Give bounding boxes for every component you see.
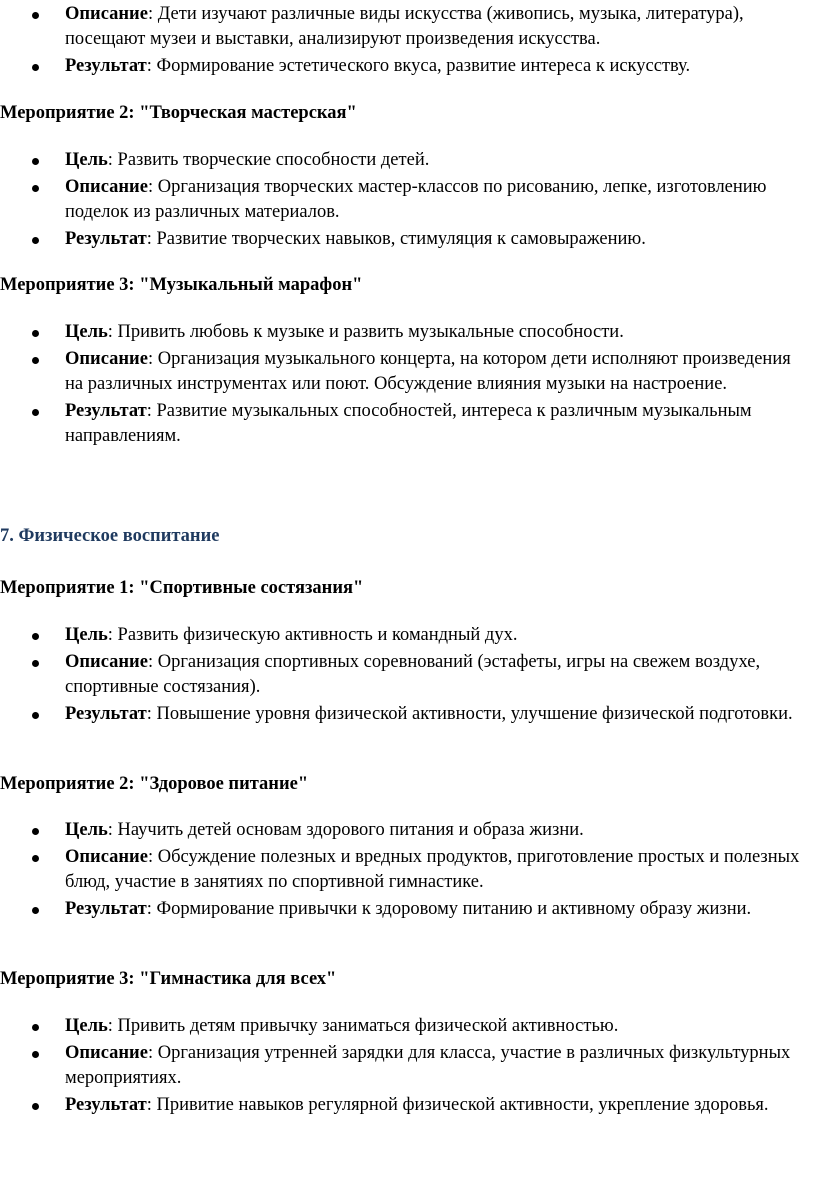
event-heading-block (0, 772, 816, 797)
list-item (0, 702, 816, 727)
event-heading: Мероприятие 1: "Спортивные состязания" (0, 578, 364, 598)
intro-list-block (0, 2, 816, 81)
list-item-term: Результат (65, 56, 147, 76)
list-item-term: Цель (65, 820, 108, 840)
event-list (0, 818, 816, 922)
list-item-term: Описание (65, 177, 148, 197)
event-heading: Мероприятие 3: "Гимнастика для всех" (0, 969, 337, 989)
list-item-text: : Организация музыкального концерта, на котором дети исполняют произведения на различных инструментах или поют. Обсуждение влияния музыки на настроение. (65, 349, 791, 394)
event-list-block (0, 320, 816, 451)
bullet-icon (32, 828, 39, 835)
bullet-icon (32, 1103, 39, 1110)
bullet-icon (32, 1051, 39, 1058)
list-item (0, 148, 816, 173)
list-item-term: Цель (65, 322, 108, 342)
event-heading-block (0, 967, 816, 992)
event-heading-block (0, 576, 816, 601)
event-list-block (0, 148, 816, 254)
list-item (0, 1093, 816, 1118)
list-item-term: Описание (65, 847, 148, 867)
bullet-icon (32, 1024, 39, 1031)
event-heading: Мероприятие 3: "Музыкальный марафон" (0, 275, 363, 295)
event-heading-block (0, 101, 816, 126)
list-item-text: : Обсуждение полезных и вредных продуктов, приготовление простых и полезных блюд, участие в занятиях по спортивной гимнастике. (65, 847, 800, 892)
list-item (0, 2, 816, 52)
list-item (0, 1014, 816, 1039)
list-item (0, 623, 816, 648)
bullet-icon (32, 330, 39, 337)
event-list-block (0, 818, 816, 924)
list-item (0, 650, 816, 700)
bullet-icon (32, 12, 39, 19)
list-item (0, 227, 816, 252)
section-heading-block (0, 524, 816, 549)
bullet-icon (32, 237, 39, 244)
bullet-icon (32, 185, 39, 192)
list-item (0, 175, 816, 225)
intro-list (0, 2, 816, 79)
list-item (0, 897, 816, 922)
list-item-text: : Формирование эстетического вкуса, развитие интереса к искусству. (146, 56, 691, 76)
bullet-icon (32, 64, 39, 71)
event-heading: Мероприятие 2: "Здоровое питание" (0, 774, 309, 794)
list-item-text: : Привить детям привычку заниматься физической активностью. (107, 1016, 619, 1036)
list-item-term: Цель (65, 625, 108, 645)
event-list (0, 148, 816, 252)
list-item (0, 54, 816, 79)
list-item-text: : Организация творческих мастер-классов по рисованию, лепке, изготовлению поделок из различных материалов. (65, 177, 767, 222)
list-item (0, 845, 816, 895)
list-item-term: Описание (65, 1043, 148, 1063)
list-item-term: Результат (65, 704, 147, 724)
list-item-text: : Дети изучают различные виды искусства (живопись, музыка, литература), посещают музеи и выставки, анализируют произведения искусства. (65, 4, 744, 49)
event-heading-block (0, 273, 816, 298)
list-item-text: : Организация спортивных соревнований (эстафеты, игры на свежем воздухе, спортивные состязания). (65, 652, 761, 697)
list-item-term: Описание (65, 4, 148, 24)
list-item-term: Результат (65, 899, 147, 919)
list-item-text: : Развить физическую активность и командный дух. (107, 625, 518, 645)
event-list-block (0, 623, 816, 729)
list-item-term: Цель (65, 1016, 108, 1036)
list-item (0, 818, 816, 843)
event-heading: Мероприятие 2: "Творческая мастерская" (0, 103, 357, 123)
list-item-text: : Организация утренней зарядки для класса, участие в различных физкультурных мероприятиях. (65, 1043, 791, 1088)
list-item (0, 1041, 816, 1091)
list-item-term: Цель (65, 150, 108, 170)
list-item (0, 320, 816, 345)
event-list (0, 623, 816, 727)
list-item-text: : Формирование привычки к здоровому питанию и активному образу жизни. (146, 899, 752, 919)
list-item-text: : Развить творческие способности детей. (107, 150, 430, 170)
list-item-text: : Привить любовь к музыке и развить музыкальные способности. (107, 322, 624, 342)
bullet-icon (32, 660, 39, 667)
list-item (0, 347, 816, 397)
bullet-icon (32, 633, 39, 640)
bullet-icon (32, 158, 39, 165)
section-heading: 7. Физическое воспитание (0, 526, 220, 546)
list-item-text: : Привитие навыков регулярной физической активности, укрепление здоровья. (146, 1095, 769, 1115)
bullet-icon (32, 712, 39, 719)
list-item-text: : Повышение уровня физической активности, улучшение физической подготовки. (146, 704, 793, 724)
list-item-term: Результат (65, 1095, 147, 1115)
bullet-icon (32, 409, 39, 416)
list-item-text: : Развитие творческих навыков, стимуляция к самовыражению. (146, 229, 646, 249)
list-item (0, 399, 816, 449)
list-item-text: : Научить детей основам здорового питания и образа жизни. (107, 820, 584, 840)
bullet-icon (32, 855, 39, 862)
list-item-term: Результат (65, 229, 147, 249)
event-list-block (0, 1014, 816, 1120)
list-item-text: : Развитие музыкальных способностей, интереса к различным музыкальным направлениям. (65, 401, 752, 446)
event-list (0, 320, 816, 449)
event-list (0, 1014, 816, 1118)
list-item-term: Описание (65, 349, 148, 369)
list-item-term: Описание (65, 652, 148, 672)
bullet-icon (32, 907, 39, 914)
list-item-term: Результат (65, 401, 147, 421)
bullet-icon (32, 357, 39, 364)
